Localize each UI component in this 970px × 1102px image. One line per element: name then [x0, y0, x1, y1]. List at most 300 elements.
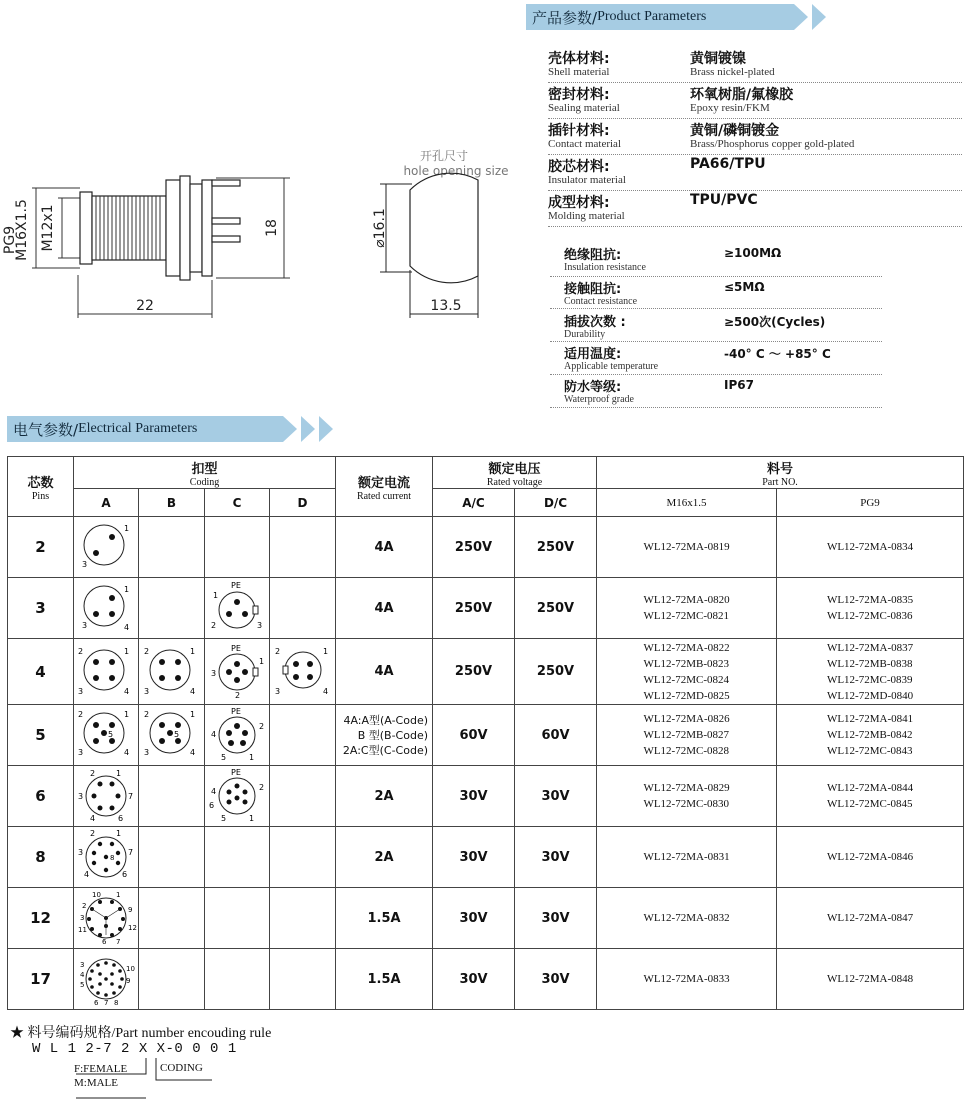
current-cell: 1.5A	[336, 949, 433, 1010]
ac-cell: 30V	[433, 949, 515, 1010]
thread-m16-label: M16X1.5	[14, 199, 30, 261]
current-line: 4A:A型(A-Code)	[343, 713, 429, 727]
pinout-empty	[205, 949, 270, 1010]
svg-text:4: 4	[124, 686, 130, 696]
m16-part-cell	[597, 578, 777, 639]
header-ac: A/C	[433, 489, 515, 517]
svg-text:2: 2	[143, 710, 149, 719]
svg-text:1: 1	[116, 891, 121, 899]
param-label-en: Molding material	[548, 210, 625, 222]
thread-m12-label: M12x1	[40, 204, 56, 252]
ac-cell: 250V	[433, 517, 515, 578]
pinout-6a	[74, 766, 139, 827]
current-line: B 型(B-Code)	[357, 728, 429, 742]
svg-text:2: 2	[90, 769, 96, 778]
part-number: WL12-72MC-0839	[826, 673, 913, 686]
svg-text:1: 1	[322, 646, 328, 656]
product-params-title-zh: 产品参数/	[532, 8, 598, 27]
pinout-diagram-icon	[273, 642, 333, 698]
svg-text:3: 3	[82, 621, 88, 630]
pg9-part-cell	[777, 766, 964, 827]
pinout-diagram-icon	[207, 766, 267, 822]
svg-text:3: 3	[78, 792, 84, 801]
electrical-title-zh: 电气参数/	[13, 420, 79, 439]
svg-text:2: 2	[259, 722, 265, 731]
electrical-params-header	[7, 416, 333, 442]
spec-row-contact-resistance	[550, 278, 882, 309]
param-label-en: Insulator material	[548, 174, 626, 186]
spec-row-insulation	[550, 244, 882, 277]
svg-text:5: 5	[80, 981, 85, 989]
svg-text:11: 11	[78, 926, 87, 934]
svg-text:PE: PE	[231, 707, 241, 716]
svg-text:10: 10	[126, 965, 135, 973]
pg9-part-cell	[777, 827, 964, 888]
part-number: WL12-72MB-0827	[643, 729, 729, 741]
svg-text:2: 2	[235, 690, 241, 700]
svg-text:1: 1	[249, 753, 255, 762]
pins-cell: 12	[8, 888, 74, 949]
table-row	[8, 578, 964, 639]
param-label: 胶芯材料:	[548, 159, 610, 175]
current-cell	[336, 705, 433, 766]
pinout-empty	[205, 888, 270, 949]
part-number: WL12-72MA-0822	[643, 641, 730, 654]
current-line: 2A:C型(C-Code)	[342, 743, 429, 757]
param-value: PA66/TPU	[690, 156, 766, 172]
svg-text:3: 3	[78, 748, 84, 757]
dc-cell: 30V	[515, 888, 597, 949]
svg-text:2: 2	[274, 646, 280, 656]
rule-title	[10, 1022, 271, 1042]
pinout-empty	[139, 827, 205, 888]
svg-text:1: 1	[189, 710, 195, 719]
svg-text:7: 7	[128, 848, 134, 857]
part-number: WL12-72MC-0836	[826, 610, 913, 622]
spec-row-durability	[550, 311, 882, 342]
param-row-insulator	[548, 156, 962, 191]
product-params-header	[526, 4, 826, 30]
chevron-icon	[319, 416, 333, 442]
header-pg9: PG9	[777, 489, 964, 517]
spec-label-en: Durability	[564, 329, 606, 340]
part-number: WL12-72MA-0846	[826, 851, 914, 863]
svg-text:2: 2	[82, 902, 87, 910]
product-params-title	[526, 4, 794, 30]
svg-text:2: 2	[143, 646, 149, 656]
pinout-diagram-icon	[207, 578, 267, 634]
rule-title-text: ★ 料号编码规格/Part number encouding rule	[10, 1026, 272, 1041]
header-part	[597, 457, 964, 489]
pinout-empty	[205, 517, 270, 578]
svg-text:1: 1	[116, 769, 122, 778]
hole-label-zh: 开孔尺寸	[419, 149, 469, 163]
rule-code: W L 1 2-7 2 X X-0 0 0 1	[32, 1041, 237, 1057]
pg9-part-cell	[777, 578, 964, 639]
header-coding-zh: 扣型	[191, 461, 218, 477]
header-voltage-en: Rated voltage	[486, 476, 543, 488]
pinout-empty	[139, 517, 205, 578]
header-code-d: D	[270, 489, 336, 517]
table-row	[8, 639, 964, 705]
part-number: WL12-72MA-0847	[826, 912, 914, 924]
svg-text:6: 6	[122, 870, 128, 879]
m16-part-cell	[597, 766, 777, 827]
spec-value: ≤5MΩ	[724, 280, 765, 294]
part-number: WL12-72MD-0825	[643, 689, 730, 702]
current-cell: 4A	[336, 639, 433, 705]
ac-cell: 30V	[433, 766, 515, 827]
table-row	[8, 766, 964, 827]
ac-cell: 60V	[433, 705, 515, 766]
part-number: WL12-72MA-0841	[826, 713, 914, 725]
param-row-molding	[548, 192, 962, 227]
param-value-en: Epoxy resin/FKM	[690, 102, 770, 114]
svg-text:7: 7	[116, 938, 121, 946]
hole-width-label: 13.5	[430, 298, 462, 314]
svg-text:9: 9	[126, 977, 131, 985]
param-label-en: Sealing material	[548, 102, 620, 114]
rule-coding-label: CODING	[160, 1062, 203, 1074]
rule-fm-female: F:FEMALE	[74, 1063, 128, 1075]
pins-cell: 4	[8, 639, 74, 705]
header-coding	[74, 457, 336, 489]
svg-text:5: 5	[221, 814, 227, 823]
dc-cell: 250V	[515, 517, 597, 578]
spec-value: ≥100MΩ	[724, 246, 782, 260]
pinout-empty	[270, 578, 336, 639]
pinout-diagram-icon	[76, 642, 136, 698]
param-label-en: Contact material	[548, 138, 621, 150]
m16-part-cell	[597, 517, 777, 578]
svg-text:4: 4	[322, 686, 328, 696]
dc-cell: 30V	[515, 827, 597, 888]
spec-row-waterproof	[550, 376, 882, 408]
pinout-diagram-icon	[207, 642, 267, 698]
svg-text:1: 1	[259, 656, 265, 666]
hole-label-en: hole opening size	[403, 164, 509, 178]
part-number: WL12-72MC-0821	[643, 610, 729, 622]
pinout-empty	[270, 766, 336, 827]
ac-cell: 250V	[433, 639, 515, 705]
pinout-empty	[139, 949, 205, 1010]
pinout-empty	[270, 949, 336, 1010]
svg-text:1: 1	[124, 524, 130, 533]
current-cell: 1.5A	[336, 888, 433, 949]
electrical-title-en: Electrical Parameters	[78, 421, 198, 436]
svg-text:3: 3	[78, 686, 84, 696]
header-voltage	[433, 457, 597, 489]
pinout-empty	[270, 705, 336, 766]
header-current-zh: 额定电流	[358, 475, 411, 491]
svg-text:6: 6	[94, 999, 99, 1007]
thread-pg9-label: PG9	[2, 225, 18, 255]
svg-text:1: 1	[249, 814, 255, 823]
param-value: 黄铜/磷铜镀金	[690, 123, 780, 139]
spec-value: -40° C ～ +85° C	[724, 347, 831, 361]
svg-text:2: 2	[259, 783, 265, 792]
pinout-diagram-icon	[142, 642, 202, 698]
spec-label-en: Contact resistance	[564, 296, 638, 307]
param-value: 环氧树脂/氟橡胶	[690, 87, 794, 103]
pins-cell: 5	[8, 705, 74, 766]
pinout-diagram-icon	[76, 766, 136, 822]
svg-text:8: 8	[110, 854, 115, 862]
part-number: WL12-72MA-0835	[826, 594, 914, 606]
pg9-part-cell	[777, 639, 964, 705]
svg-text:4: 4	[84, 870, 90, 879]
header-voltage-zh: 额定电压	[488, 461, 541, 477]
param-value-en: Brass/Phosphorus copper gold-plated	[690, 138, 855, 150]
header-part-zh: 料号	[767, 461, 794, 477]
svg-text:4: 4	[211, 730, 217, 739]
param-row-contact	[548, 120, 962, 155]
pinout-diagram-icon	[76, 517, 136, 573]
svg-text:PE: PE	[231, 643, 241, 653]
ac-cell: 30V	[433, 888, 515, 949]
pinout-diagram-icon	[76, 707, 136, 759]
part-number: WL12-72MA-0826	[643, 713, 730, 725]
dc-cell: 250V	[515, 639, 597, 705]
part-number: WL12-72MB-0842	[826, 729, 913, 741]
pinout-4a	[74, 639, 139, 705]
pins-cell: 6	[8, 766, 74, 827]
svg-text:3: 3	[82, 560, 88, 569]
m16-part-cell	[597, 827, 777, 888]
chevron-icon	[283, 416, 297, 442]
svg-text:PE: PE	[231, 768, 241, 777]
spec-label-en: Insulation resistance	[564, 262, 646, 273]
part-number: WL12-72MC-0824	[643, 673, 729, 686]
pinout-diagram-icon	[76, 578, 136, 634]
param-row-shell	[548, 48, 962, 83]
pinout-4b	[139, 639, 205, 705]
pinout-12a	[74, 888, 139, 949]
pinout-17a	[74, 949, 139, 1010]
header-pins	[8, 457, 74, 517]
svg-text:8: 8	[114, 999, 119, 1007]
dc-cell: 250V	[515, 578, 597, 639]
table-row	[8, 705, 964, 766]
spec-row-temperature	[550, 343, 882, 375]
svg-text:3: 3	[143, 686, 149, 696]
svg-text:3: 3	[80, 914, 85, 922]
header-pins-zh: 芯数	[27, 475, 54, 491]
header-code-c: C	[205, 489, 270, 517]
svg-text:4: 4	[189, 748, 195, 757]
header-code-b: B	[139, 489, 205, 517]
pinout-4c	[205, 639, 270, 705]
pg9-part-cell	[777, 888, 964, 949]
svg-text:10: 10	[92, 891, 101, 899]
spec-value: IP67	[724, 378, 754, 392]
svg-text:5: 5	[108, 730, 114, 739]
m16-part-cell	[597, 639, 777, 705]
param-value: 黄铜镀镍	[690, 51, 746, 67]
m16-part-cell	[597, 949, 777, 1010]
dc-cell: 60V	[515, 705, 597, 766]
chevron-icon	[794, 4, 808, 30]
pinout-3c	[205, 578, 270, 639]
part-number: WL12-72MB-0838	[826, 657, 913, 670]
svg-text:4: 4	[124, 623, 130, 632]
spec-label: 绝缘阻抗:	[564, 248, 622, 263]
table-subheader-row	[8, 489, 964, 517]
hole-dia-label: ⌀16.1	[372, 208, 388, 248]
pinout-diagram-icon	[142, 707, 202, 759]
pinout-empty	[139, 888, 205, 949]
part-number: WL12-72MA-0844	[826, 782, 914, 794]
spec-label-en: Waterproof grade	[564, 394, 634, 405]
chevron-icon	[812, 4, 826, 30]
svg-text:4: 4	[211, 787, 217, 796]
svg-text:2: 2	[78, 646, 84, 656]
pinout-8a	[74, 827, 139, 888]
pinout-4d	[270, 639, 336, 705]
rule-fm-male: M:MALE	[74, 1077, 118, 1089]
svg-text:4: 4	[124, 748, 130, 757]
hole-shape	[380, 173, 478, 318]
table-row	[8, 888, 964, 949]
svg-text:4: 4	[189, 686, 195, 696]
pinout-3a	[74, 578, 139, 639]
pg9-part-cell	[777, 705, 964, 766]
part-number: WL12-72MA-0834	[826, 541, 914, 553]
svg-text:4: 4	[90, 814, 96, 823]
header-current-en: Rated current	[356, 490, 412, 502]
pg9-part-cell	[777, 949, 964, 1010]
param-value: TPU/PVC	[690, 192, 758, 208]
pinout-diagram-icon	[76, 827, 136, 883]
dim-length-label: 22	[136, 298, 154, 314]
part-number: WL12-72MA-0820	[643, 594, 730, 606]
pg9-part-cell	[777, 517, 964, 578]
pins-cell: 8	[8, 827, 74, 888]
spec-label: 插拔次数 :	[564, 315, 626, 330]
part-number: WL12-72MA-0848	[826, 973, 914, 985]
part-number: WL12-72MC-0830	[643, 798, 729, 810]
current-cell: 4A	[336, 517, 433, 578]
part-number: WL12-72MA-0833	[643, 973, 730, 985]
pinout-diagram-icon	[76, 949, 136, 1005]
param-label-en: Shell material	[548, 66, 610, 78]
m16-part-cell	[597, 705, 777, 766]
current-cell: 4A	[336, 578, 433, 639]
svg-text:1: 1	[124, 585, 130, 594]
part-number: WL12-72MA-0831	[643, 851, 730, 863]
part-number: WL12-72MB-0823	[643, 657, 729, 670]
svg-text:4: 4	[80, 971, 85, 979]
pinout-empty	[270, 517, 336, 578]
svg-text:2: 2	[211, 621, 217, 630]
part-number: WL12-72MC-0828	[643, 745, 729, 757]
pinout-6c	[205, 766, 270, 827]
current-cell: 2A	[336, 827, 433, 888]
svg-text:12: 12	[128, 924, 137, 932]
pinout-empty	[139, 578, 205, 639]
svg-text:1: 1	[124, 646, 130, 656]
svg-text:3: 3	[257, 621, 263, 630]
pinout-5b	[139, 705, 205, 766]
part-number: WL12-72MA-0832	[643, 912, 730, 924]
pinout-empty	[270, 827, 336, 888]
pinout-5a	[74, 705, 139, 766]
dim-height-label: 18	[264, 219, 280, 237]
table-row	[8, 949, 964, 1010]
svg-text:1: 1	[124, 710, 130, 719]
svg-text:6: 6	[118, 814, 124, 823]
spec-value: ≥500次(Cycles)	[724, 315, 826, 329]
part-number: WL12-72MD-0840	[826, 689, 914, 702]
pins-cell: 17	[8, 949, 74, 1010]
header-part-en: Part NO.	[762, 476, 798, 488]
spec-label: 防水等级:	[564, 380, 622, 395]
svg-text:2: 2	[90, 829, 96, 838]
param-label: 插针材料:	[548, 123, 610, 139]
connector-drawing	[0, 140, 520, 320]
spec-label: 适用温度:	[564, 347, 622, 362]
header-dc: D/C	[515, 489, 597, 517]
header-pins-en: Pins	[31, 490, 50, 502]
product-params-title-en: Product Parameters	[597, 9, 707, 24]
header-m16: M16x1.5	[597, 489, 777, 517]
ac-cell: 30V	[433, 827, 515, 888]
part-number: WL12-72MA-0829	[643, 782, 730, 794]
param-label: 成型材料:	[548, 195, 610, 211]
svg-text:2: 2	[78, 710, 84, 719]
svg-text:1: 1	[116, 829, 122, 838]
header-coding-en: Coding	[189, 476, 220, 488]
svg-text:1: 1	[189, 646, 195, 656]
part-number: WL12-72MA-0819	[643, 541, 730, 553]
part-number: WL12-72MA-0837	[826, 641, 914, 654]
pinout-2a	[74, 517, 139, 578]
pinout-empty	[205, 827, 270, 888]
pins-cell: 2	[8, 517, 74, 578]
svg-text:3: 3	[274, 686, 280, 696]
spec-label: 接触阻抗:	[564, 282, 622, 297]
dc-cell: 30V	[515, 949, 597, 1010]
param-label: 密封材料:	[548, 87, 610, 103]
svg-text:3: 3	[80, 961, 85, 969]
svg-text:7: 7	[128, 792, 134, 801]
pinout-diagram-icon	[207, 705, 267, 761]
svg-text:7: 7	[104, 999, 109, 1007]
header-current	[336, 457, 433, 517]
pinout-empty	[270, 888, 336, 949]
param-value-en: Brass nickel-plated	[690, 66, 775, 78]
svg-text:PE: PE	[231, 581, 241, 590]
table-row	[8, 517, 964, 578]
pins-cell: 3	[8, 578, 74, 639]
rule-fm-legend	[74, 1062, 127, 1090]
table-header-row	[8, 457, 964, 489]
pcb-pins	[212, 180, 240, 242]
svg-text:1: 1	[213, 591, 219, 600]
table-row	[8, 827, 964, 888]
svg-text:5: 5	[221, 753, 227, 762]
m16-part-cell	[597, 888, 777, 949]
part-number: WL12-72MC-0843	[826, 745, 913, 757]
pinout-diagram-icon	[76, 888, 136, 944]
electrical-params-title	[7, 416, 283, 442]
electrical-table	[7, 456, 964, 1010]
pinout-empty	[139, 766, 205, 827]
param-label: 壳体材料:	[548, 51, 610, 67]
current-cell: 2A	[336, 766, 433, 827]
spec-label-en: Applicable temperature	[564, 361, 659, 372]
dc-cell: 30V	[515, 766, 597, 827]
